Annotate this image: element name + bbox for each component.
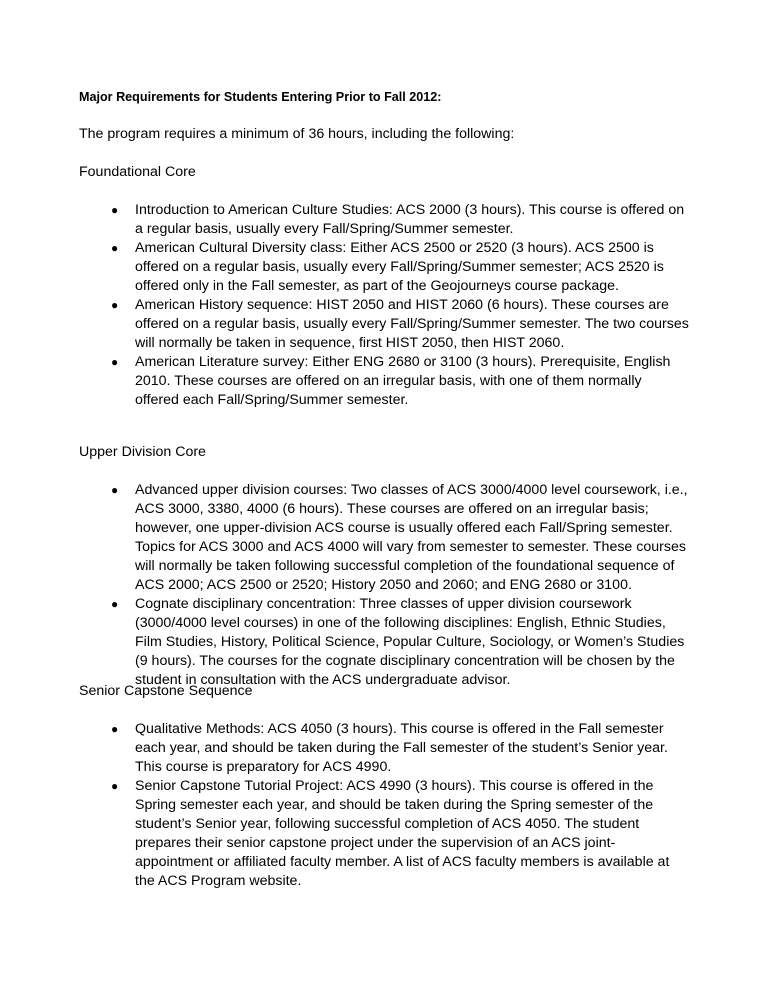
- list-item-text: American Cultural Diversity class: Either ACS 2500 or 2520 (3 hours). ACS 2500 is offered on a regular basis, usually every Fall/Spring/Summer semester; ACS 2520 is offered only in the Fall semester, as part of the Geojourneys course package.: [135, 240, 664, 294]
- bullet-icon: ●: [111, 241, 119, 255]
- list-item: [79, 201, 689, 239]
- bullet-icon: ●: [111, 483, 119, 497]
- list-item: [79, 296, 689, 353]
- bullet-icon: ●: [111, 355, 119, 369]
- bullet-icon: ●: [111, 298, 119, 312]
- upper-division-core-list: [79, 481, 689, 690]
- section-title-upper-division-core: Upper Division Core: [79, 444, 206, 460]
- list-item-text: Cognate disciplinary concentration: Three classes of upper division coursework (3000/4000 level courses) in one of the following disciplines: English, Ethnic Studies, Film Studies, History, Political Science, Popular Culture, Sociology, or Women’s Studies (9 hours). The courses for the cognate disciplinary concentration will be chosen by the student in consultation with the ACS undergraduate advisor.: [135, 596, 685, 688]
- list-item: [79, 353, 689, 410]
- list-item: [79, 239, 689, 296]
- bullet-icon: ●: [111, 779, 119, 793]
- list-item: [79, 720, 689, 777]
- list-item-text: Advanced upper division courses: Two classes of ACS 3000/4000 level coursework, i.e., ACS 3000, 3380, 4000 (6 hours). These courses are offered on an irregular basis; however, one upper-division ACS course is usually offered each Fall/Spring semester. Topics for ACS 3000 and ACS 4000 will vary from semester to semester. These courses will normally be taken following successful completion of the foundational sequence of ACS 2000; ACS 2500 or 2520; History 2050 and 2060; and ENG 2680 or 3100.: [135, 482, 688, 593]
- bullet-icon: ●: [111, 722, 119, 736]
- list-item-text: Qualitative Methods: ACS 4050 (3 hours). This course is offered in the Fall semester each year, and should be taken during the Fall semester of the student’s Senior year. This course is preparatory for ACS 4990.: [135, 721, 668, 775]
- document-heading: Major Requirements for Students Entering Prior to Fall 2012:: [79, 90, 442, 104]
- senior-capstone-list: [79, 720, 689, 891]
- list-item-text: American History sequence: HIST 2050 and HIST 2060 (6 hours). These courses are offered on a regular basis, usually every Fall/Spring/Summer semester. The two courses will normally be taken in sequence, first HIST 2050, then HIST 2060.: [135, 297, 689, 351]
- list-item: [79, 481, 689, 595]
- section-title-senior-capstone-sequence: Senior Capstone Sequence: [79, 683, 253, 699]
- list-item-text: Introduction to American Culture Studies: ACS 2000 (3 hours). This course is offered on a regular basis, usually every Fall/Spring/Summer semester.: [135, 202, 685, 237]
- foundational-core-list: [79, 201, 689, 410]
- list-item: [79, 595, 689, 690]
- bullet-icon: ●: [111, 597, 119, 611]
- section-title-foundational-core: Foundational Core: [79, 164, 196, 180]
- list-item-text: American Literature survey: Either ENG 2680 or 3100 (3 hours). Prerequisite, English 2010. These courses are offered on an irregular basis, with one of them normally offered each Fall/Spring/Summer semester.: [135, 354, 671, 408]
- list-item: [79, 777, 689, 891]
- bullet-icon: ●: [111, 203, 119, 217]
- intro-paragraph: The program requires a minimum of 36 hours, including the following:: [79, 126, 515, 142]
- list-item-text: Senior Capstone Tutorial Project: ACS 4990 (3 hours). This course is offered in the Spring semester each year, and should be taken during the Spring semester of the student’s Senior year, following successful completion of ACS 4050. The student prepares their senior capstone project under the supervision of an ACS joint-appointment or affiliated faculty member. A list of ACS faculty members is available at the ACS Program website.: [135, 778, 670, 889]
